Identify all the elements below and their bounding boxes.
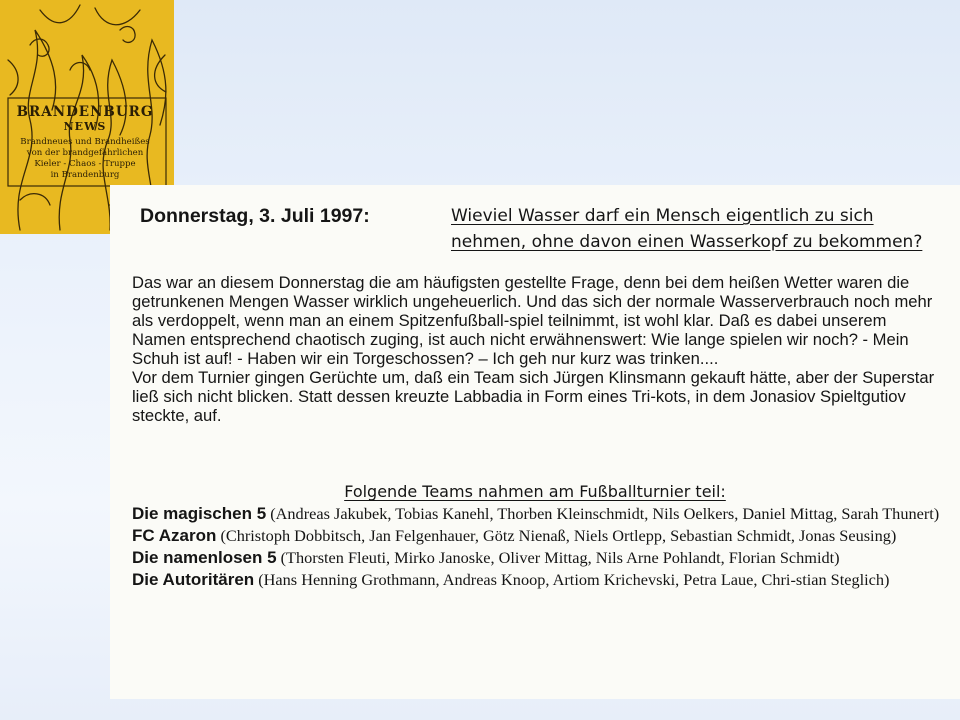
teams-heading: Folgende Teams nahmen am Fußballturnier teil: (344, 482, 726, 501)
team-name: Die namenlosen 5 (132, 548, 277, 567)
team-entry (132, 525, 940, 547)
article-body (132, 273, 942, 425)
headline-line-2: nehmen, ohne davon einen Wasserkopf zu bekommen? (451, 232, 923, 252)
team-name: Die Autoritären (132, 570, 255, 589)
newspaper-clipping (110, 185, 960, 699)
team-entry (132, 503, 940, 525)
article-headline (451, 203, 951, 255)
cover-title: BRANDENBURG (16, 104, 154, 120)
team-members: (Christoph Dobbitsch, Jan Felgenhauer, Götz Nienaß, Niels Ortlepp, Sebastian Schmidt, Jonas Seusing) (216, 526, 897, 545)
headline-line-1: Wieviel Wasser darf ein Mensch eigentlich zu sich (451, 206, 874, 226)
team-name: Die magischen 5 (132, 504, 267, 523)
article-date: Donnerstag, 3. Juli 1997: (140, 205, 370, 227)
cover-tagline: Brandneues und Brandheißes von der brandgefährlichen Kieler - Chaos - Truppe in Brandenburg (20, 137, 150, 180)
team-members: (Thorsten Fleuti, Mirko Janoske, Oliver Mittag, Nils Arne Pohlandt, Florian Schmidt) (276, 548, 840, 567)
team-members: (Hans Henning Grothmann, Andreas Knoop, Artiom Krichevski, Petra Laue, Chri-stian Steglich) (254, 570, 890, 589)
team-name: FC Azaron (132, 526, 217, 545)
team-members: (Andreas Jakubek, Tobias Kanehl, Thorben Kleinschmidt, Nils Oelkers, Daniel Mittag, Sarah Thunert) (266, 504, 940, 523)
cover-title-box (8, 98, 162, 184)
teams-list (132, 503, 940, 591)
paragraph-2: Vor dem Turnier gingen Gerüchte um, daß ein Team sich Jürgen Klinsmann gekauft hätte, aber der Superstar ließ sich nicht blicken. Statt dessen kreuzte Labbadia in Form eines Tri-kots, in dem Jonasiov Spieltgutiov steckte, auf. (132, 368, 935, 425)
cover-subtitle: NEWS (63, 120, 107, 133)
paragraph-1: Das war an diesem Donnerstag die am häufigsten gestellte Frage, denn bei dem heißen Wetter waren die getrunkenen Mengen Wasser wirklich ungeheuerlich. Und das sich der normale Wasserverbrauch noch mehr als verdoppelt, wenn man an einem Spitzenfußball-spiel teilnimmt, ist wohl klar. Daß es dabei unserem Namen entsprechend chaotisch zuging, ist auch nicht erwähnenswert: Wie lange spielen wir noch? - Mein Schuh ist auf! - Haben wir ein Torgeschossen? – Ich geh nur kurz was trinken.... (132, 273, 933, 368)
team-entry (132, 569, 940, 591)
team-entry (132, 547, 940, 569)
